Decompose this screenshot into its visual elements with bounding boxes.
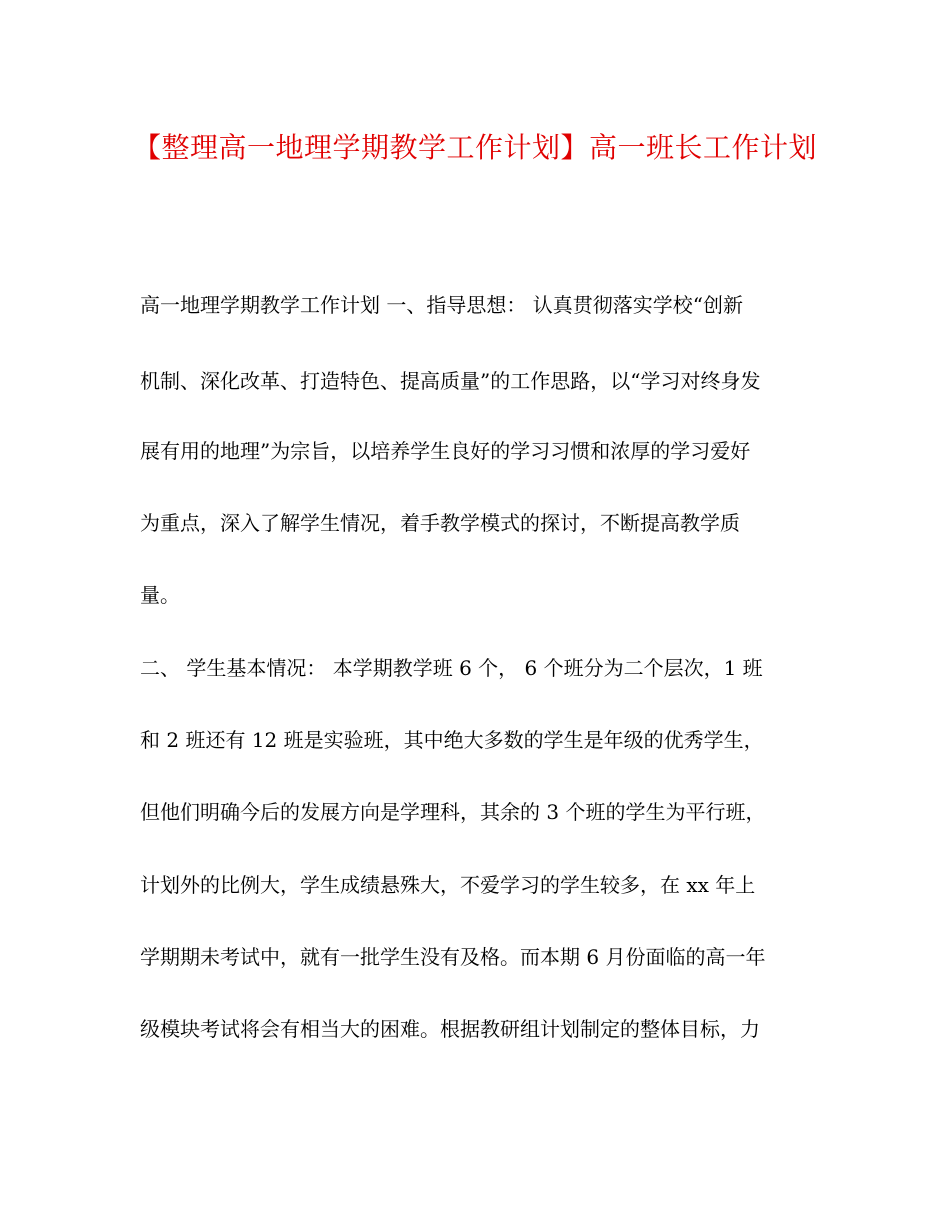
paragraph-line: 为重点，深入了解学生情况，着手教学模式的探讨，不断提高教学质 xyxy=(140,511,740,535)
paragraph-line: 计划外的比例大，学生成绩悬殊大，不爱学习的学生较多，在 xx 年上 xyxy=(140,873,756,897)
paragraph-line: 机制、深化改革、打造特色、提高质量”的工作思路，以“学习对终身发 xyxy=(140,369,761,393)
paragraph-line: 高一地理学期教学工作计划 一、指导思想： 认真贯彻落实学校“创新 xyxy=(140,293,743,317)
paragraph-line: 展有用的地理”为宗旨，以培养学生良好的学习习惯和浓厚的学习爱好 xyxy=(140,439,751,463)
paragraph-line: 量。 xyxy=(140,583,180,607)
paragraph-line: 二、 学生基本情况： 本学期教学班 6 个， 6 个班分为二个层次，1 班 xyxy=(140,656,763,680)
paragraph-line: 但他们明确今后的发展方向是学理科，其余的 3 个班的学生为平行班， xyxy=(140,800,766,824)
paragraph-line: 级模块考试将会有相当大的困难。根据教研组计划制定的整体目标，力 xyxy=(140,1017,760,1041)
paragraph-line: 学期期未考试中，就有一批学生没有及格。而本期 6 月份面临的高一年 xyxy=(140,945,766,969)
paragraph-line: 和 2 班还有 12 班是实验班，其中绝大多数的学生是年级的优秀学生， xyxy=(140,728,764,752)
document-title: 【整理高一地理学期教学工作计划】高一班长工作计划 xyxy=(132,131,817,164)
